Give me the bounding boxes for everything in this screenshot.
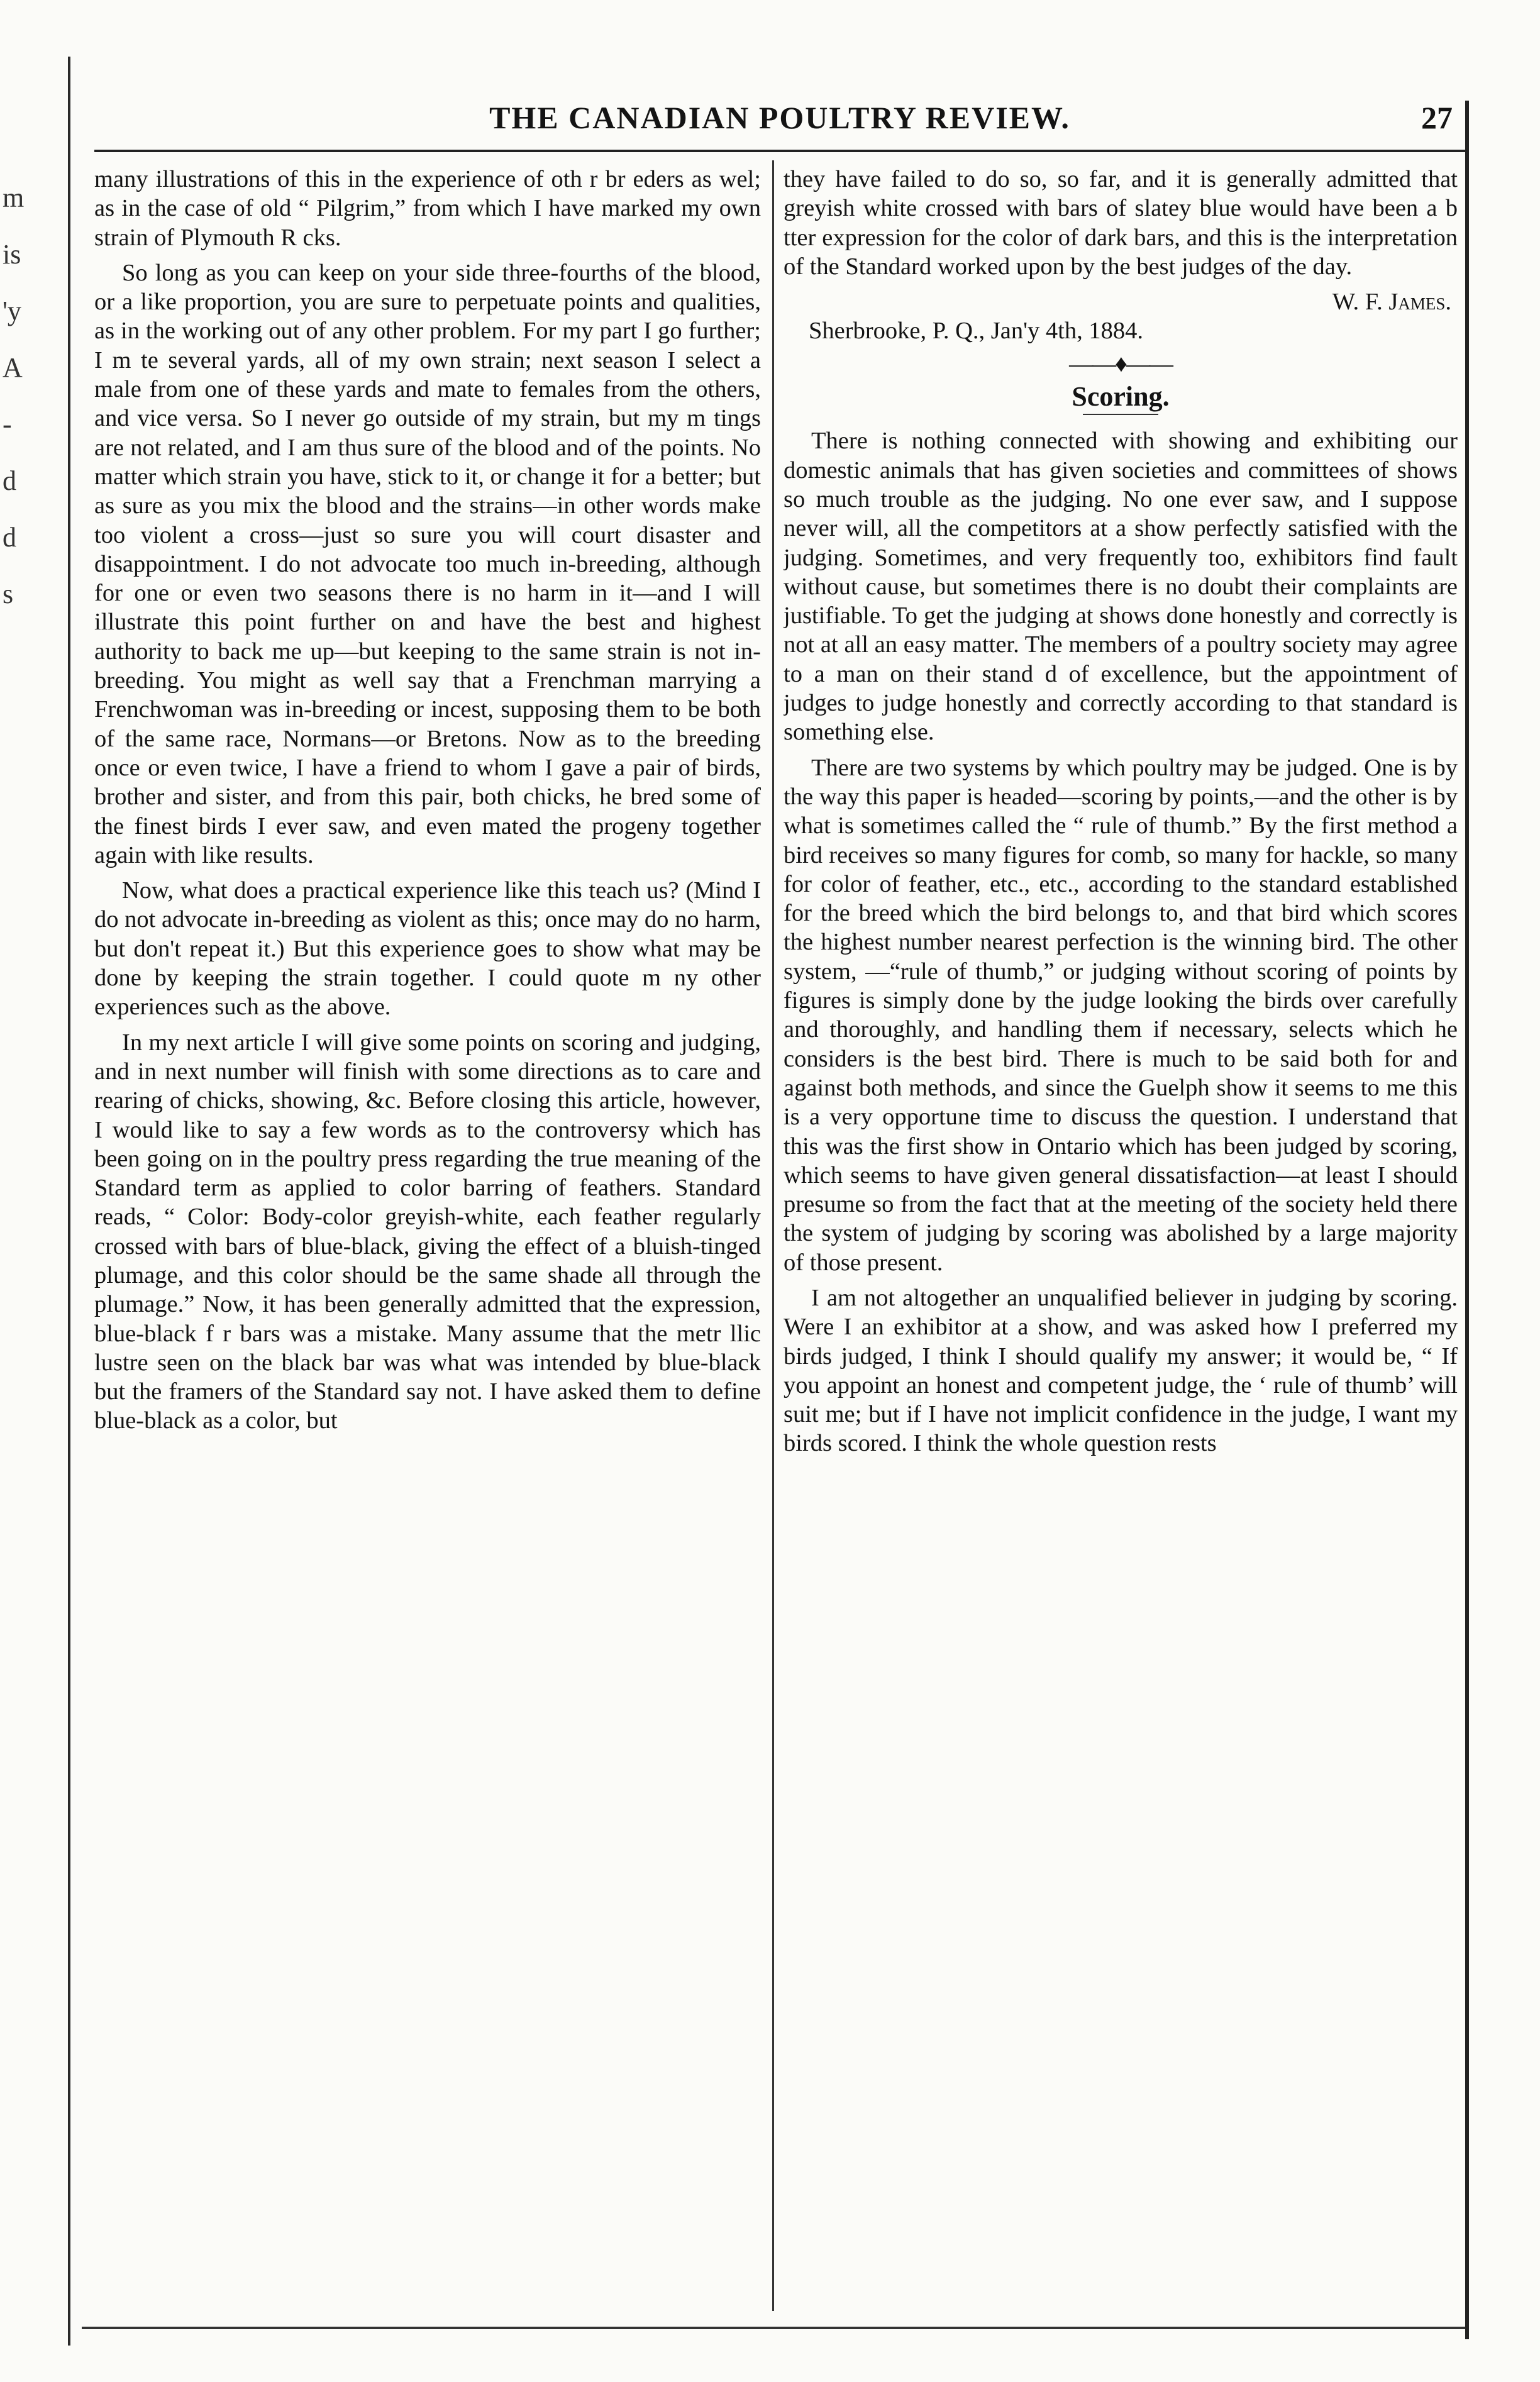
page-number: 27 [1421,100,1453,135]
article-paragraph: In my next article I will give some points on scoring and judging, and in next number will finish with some directions as to care and rearing of chicks, showing, &c. Before closing this article, however, I would like to say a few words as to the controversy which has been going on in the poultry press regarding the true meaning of the Standard term as applied to color barring of feathers. Standard reads, “ Color: Body-color greyish-white, each feather regularly crossed with bars of blue-black, giving the effect of a bluish-tinged plumage, and this color should be the same shade all through the plumage.” Now, it has been generally admitted that the expression, blue-black f r bars was a mistake. Many assume that the metr llic lustre seen on the black bar was what was intended by blue-black but the framers of the Standard say not. I have asked them to define blue-black as a color, but [94,1029,761,1434]
right-column [784,165,1458,2322]
page-header [94,94,1465,151]
margin-fragment: m [3,182,25,213]
right-edge-rule [1465,101,1469,2339]
section-divider: ——♦—— [1069,350,1172,377]
margin-fragment: s [3,579,14,609]
running-title: THE CANADIAN POULTRY REVIEW. [489,100,1070,135]
article-paragraph: many illustrations of this in the experience of oth r br eders as wel; as in the case of old “ Pilgrim,” from which I have marked my own strain of Plymouth R cks. [94,166,761,251]
author-signature: W. F. James. [1332,289,1451,316]
article-paragraph: There are two systems by which poultry may be judged. One is by the way this paper is headed—scoring by points,—and the other is by what is sometimes called the “ rule of thumb.” By the first method a bird receives so many figures for comb, so many for hackle, so many for color of feather, etc., etc., according to the standard established for the breed which the bird belongs to, and that bird which scores the highest number nearest perfection is the winning bird. The other system, —“rule of thumb,” or judging without scoring of points by figures is simply done by the judge looking the birds over carefully and thoroughly, and handling them if necessary, selects which he considers is the best bird. There is much to be said both for and against both methods, and since the Guelph show it seems to me this is a very opportune time to discuss the question. I understand that this was the first show in Ontario which has been judged by scoring, which seems to have given general dissatisfaction—at least I should presume so from the fact that at the meeting of the society held there the system of judging by scoring was abolished by a large majority of those present. [784,754,1458,1276]
margin-fragment: is [3,239,21,270]
article-continuation: they have failed to do so, so far, and it is generally admitted that greyish white crossed with bars of slatey blue would have been a b tter expression for the color of dark bars, and this is the interpretation of the Standard worked upon by the best judges of the day. [784,166,1458,280]
article-paragraph: There is nothing connected with showing and exhibiting our domestic animals that has given societies and committees of shows so much trouble as the judging. No one ever saw, and I suppose never will, all the competitors at a show perfectly satisfied with the judging. Sometimes, and very frequently too, exhibitors find fault without cause, but sometimes there is no doubt their complaints are justifiable. To get the judging at shows done honestly and correctly is not at all an easy matter. The members of a poultry society may agree to a man on their stand d of excellence, but the appointment of judges to judge honestly and correctly according to that standard is something else. [784,428,1458,746]
left-margin-fragments [3,170,40,623]
margin-fragment: 'y [3,296,21,326]
dateline: Sherbrooke, P. Q., Jan'y 4th, 1884. [809,318,1144,345]
title-underline [1083,414,1158,415]
left-column [94,165,761,2322]
left-edge-rule [68,57,70,2346]
header-rule [94,150,1465,152]
article-paragraph: I am not altogether an unqualified believer in judging by scoring. Were I an exhibitor at a show, and was asked how I preferred my birds judged, I think I should qualify my answer; it would be, “ If you appoint an honest and competent judge, the ‘ rule of thumb’ will suit me; but if I have not implicit confidence in the judge, I want my birds scored. I think the whole question rests [784,1284,1458,1457]
margin-fragment: - [3,409,12,440]
footer-rule [82,2327,1465,2329]
column-rule [772,160,774,2311]
section-title: Scoring. [1072,381,1170,413]
margin-fragment: A [3,352,23,383]
margin-fragment: d [3,465,16,496]
margin-fragment: d [3,522,16,553]
article-paragraph: So long as you can keep on your side three-fourths of the blood, or a like proportion, you are sure to perpetuate points and qualities, as in the working out of any other problem. For my part I go further; I m te several yards, all of my own strain; next season I select a male from one of these yards and mate to females from the others, and vice versa. So I never go outside of my strain, but my m tings are not related, and I am thus sure of the blood and of the points. No matter which strain you have, stick to it, or change it for a better; but as sure as you mix the blood and the strains—in other words make too violent a cross—just so sure you will court disaster and disappointment. I do not advocate too much in-breeding, although for one or even two seasons there is no harm in it—and I will illustrate this point further on and have the best and highest authority to back me up—but keeping to the same strain is not in-breeding. You might as well say that a Frenchman marrying a Frenchwoman was in-breeding or incest, supposing them to be both of the same race, Normans—or Bretons. Now as to the breeding once or even twice, I have a friend to whom I gave a pair of birds, brother and sister, and from this pair, both chicks, he bred some of the finest birds I ever saw, and even mated the progeny together again with like results. [94,259,761,868]
article-paragraph: Now, what does a practical experience like this teach us? (Mind I do not advocate in-breeding as violent as this; once may do no harm, but don't repeat it.) But this experience goes to show what may be done by keeping the strain together. I could quote m ny other experiences such as the above. [94,877,761,1021]
